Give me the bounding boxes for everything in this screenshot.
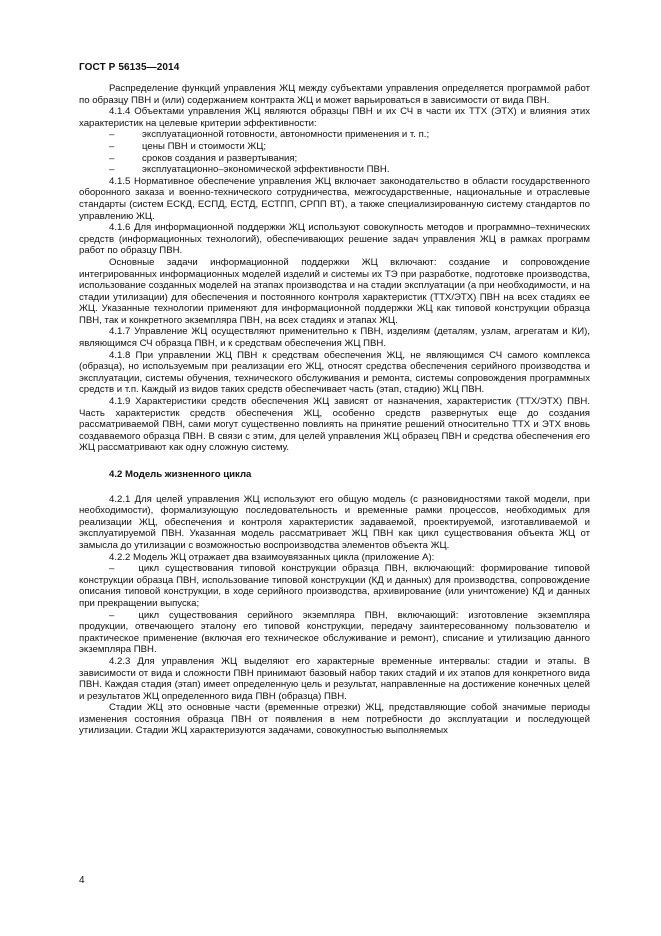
- list-marker: –: [109, 129, 115, 141]
- list-marker: –: [109, 140, 115, 152]
- paragraph: Распределение функций управления ЖЦ между субъектами управления определяется программой работ по образцу ПВН и (или) содержанием контракта ЖЦ и может варьироваться в зависимости от вида ПВН.: [79, 83, 590, 106]
- paragraph: Стадии ЖЦ это основные части (временные отрезки) ЖЦ, представляющие собой значимые периоды изменения состояния образца ПВН от появления в нем потребности до эксплуатации и последующей утилизации. Стадии ЖЦ характеризуются задачами, совокупностью выполняемых: [79, 702, 590, 737]
- paragraph: 4.2.3 Для управления ЖЦ выделяют его характерные временные интервалы: стадии и этапы. В зависимости от вида и сложности ПВН принимают базовый набор таких стадий и их этапов для конкретного вида ПВН. Каждая стадия (этап) имеет определенную цель и результат, направленные на достижение конечных целей и результатов ЖЦ определенного вида ПВН (образца) ПВН.: [79, 655, 590, 702]
- list-item: – эксплуатационной готовности, автономности применения и т. п.;: [109, 129, 430, 141]
- list-item: – сроков создания и развертывания;: [109, 152, 298, 164]
- list-item: – цикл существования серийного экземпляра ПВН, включающий: изготовление экземпляра продукции, отвечающего эталону его типовой конструкции, передачу заинтересованному пользователю и практическое применение (включая его техническое обслуживание и ремонт), списание и утилизацию данного экземпляра ПВН.: [79, 609, 590, 656]
- paragraph: 4.1.7 Управление ЖЦ осуществляют применительно к ПВН, изделиям (деталям, узлам, агрегатам и КИ), являющимся СЧ образца ПВН, и к средствам обеспечения ЖЦ ПВН.: [79, 326, 590, 350]
- list-marker: –: [109, 164, 115, 176]
- criteria-list: [79, 129, 590, 175]
- cycle-list: [79, 563, 590, 656]
- paragraph: 4.1.5 Нормативное обеспечение управления ЖЦ включает законодательство в области государственного оборонного заказа и военно-технического сотрудничества, межгосударственные, национальные и отраслевые стандарты (систем ЕСКД, ЕСПД, ЕСТД, ЕСТПП, СРПП ВТ), а также специализированную систему стандартов по управлению ЖЦ.: [79, 175, 590, 222]
- list-item: – эксплуатационно–экономической эффективности ПВН.: [109, 164, 390, 176]
- list-item: – цикл существования типовой конструкции образца ПВН, включающий: формирование типовой конструкции образца ПВН, использование типовой конструкции (КД и данных) для производства, сопровождение описания типовой конструкции, в ходе серийного производства, архивирование (или уничтожение) КД и данных при прекращении выпуска;: [79, 563, 590, 609]
- paragraph: 4.2.2 Модель ЖЦ отражает два взаимоувязанных цикла (приложение А):: [109, 551, 435, 563]
- section-heading: 4.2 Модель жизненного цикла: [109, 469, 252, 480]
- list-item: – цены ПВН и стоимости ЖЦ;: [109, 140, 267, 152]
- page-header: ГОСТ Р 56135—2014: [79, 62, 180, 73]
- paragraph: 4.1.4 Объектами управления ЖЦ являются образцы ПВН и их СЧ в части их ТТХ (ЭТХ) и влияния этих характеристик на целевые критерии эффективности:: [79, 106, 590, 129]
- page-number: 4: [79, 875, 85, 886]
- list-marker: –: [109, 563, 115, 575]
- list-marker: –: [109, 609, 115, 621]
- paragraph: Основные задачи информационной поддержки ЖЦ включают: создание и сопровождение интегрированных информационных моделей изделий и системы их ТЭ при разработке, подготовке производства, использование созданных моделей на этапах производства и на стадии эксплуатации (а при необходимости, и на стадии утилизации) для обеспечения и постоянного контроля характеристик (ТТХ/ЭТХ) ПВН на всех стадиях ее ЖЦ. Указанные технологии применяют для информационной поддержки ЖЦ как типовой конструкции образца ПВН, так и конкретного экземпляра ПВН, на всех стадиях и этапах ЖЦ.: [79, 256, 590, 326]
- document-body: [79, 83, 590, 737]
- paragraph: 4.1.9 Характеристики средств обеспечения ЖЦ зависят от назначения, характеристик (ТТХ/ЭТХ) ПВН. Часть характеристик средств обеспечения ЖЦ, особенно средств развернутых еще до создания рассматриваемой ПВН, сами могут существенно повлиять на принятие решений относительно ТТХ и ЭТХ вновь создаваемого образца ПВН. В связи с этим, для целей управления ЖЦ образец ПВН и средства обеспечения его ЖЦ рассматривают как одну сложную систему.: [79, 396, 590, 454]
- list-marker: –: [109, 152, 115, 164]
- paragraph: 4.2.1 Для целей управления ЖЦ используют его общую модель (с разновидностями такой модели, при необходимости), формализующую последовательность и временные рамки процессов, необходимых для реализации ЖЦ, обеспечения и контроля характеристик задаваемой, проектируемой, изготавливаемой и эксплуатируемой ПВН. Указанная модель рассматривает ЖЦ ПВН как цикл существования объекта ЖЦ от замысла до утилизации с возможностью воспроизводства элементов объекта ЖЦ.: [79, 493, 590, 551]
- paragraph: 4.1.8 При управлении ЖЦ ПВН к средствам обеспечения ЖЦ, не являющимся СЧ самого комплекса (образца), но используемым при реализации его ЖЦ, относят средства обеспечения серийного производства и эксплуатации, системы обучения, технического обслуживания и ремонта, системы сопровождения программных средств и т.п. Каждый из видов таких средств обеспечивает часть (этап, стадию) ЖЦ ПВН.: [79, 349, 590, 396]
- paragraph: 4.1.6 Для информационной поддержки ЖЦ используют совокупность методов и программно–технических средств (информационных технологий), обеспечивающих решение задач управления ЖЦ в рамках программ работ по образцу ПВН.: [79, 222, 590, 257]
